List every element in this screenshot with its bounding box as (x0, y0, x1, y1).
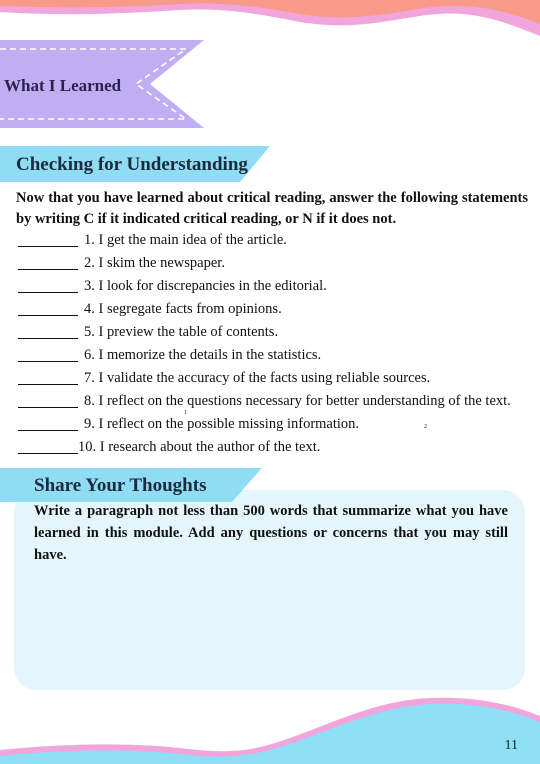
footnote-mark: 1 (184, 410, 187, 416)
footnote-mark: 2 (424, 424, 427, 430)
thoughts-prompt: Write a paragraph not less than 500 words that summarize what you have learned in this module. Add any questions or concerns that you may still have. (34, 503, 508, 563)
answer-blank[interactable] (18, 453, 78, 454)
answer-blank[interactable] (18, 384, 78, 385)
answer-blank[interactable] (18, 361, 78, 362)
answer-blank[interactable] (18, 407, 78, 408)
page-number: 11 (504, 738, 518, 753)
answer-blank[interactable] (18, 315, 78, 316)
answer-blank[interactable] (18, 292, 78, 293)
answer-blank[interactable] (18, 430, 78, 431)
checking-heading: Checking for Understanding (16, 154, 248, 175)
answer-blank[interactable] (18, 269, 78, 270)
bottom-wave-decoration (0, 694, 540, 764)
answer-blank[interactable] (18, 338, 78, 339)
instructions-text: Now that you have learned about critical reading, answer the following statements by writing C if it indicated critical reading, or N if it does not. (16, 190, 528, 227)
answer-blank[interactable] (18, 246, 78, 247)
thoughts-heading: Share Your Thoughts (34, 475, 207, 496)
top-wave-decoration (0, 0, 540, 42)
ribbon-title: What I Learned (4, 76, 122, 95)
